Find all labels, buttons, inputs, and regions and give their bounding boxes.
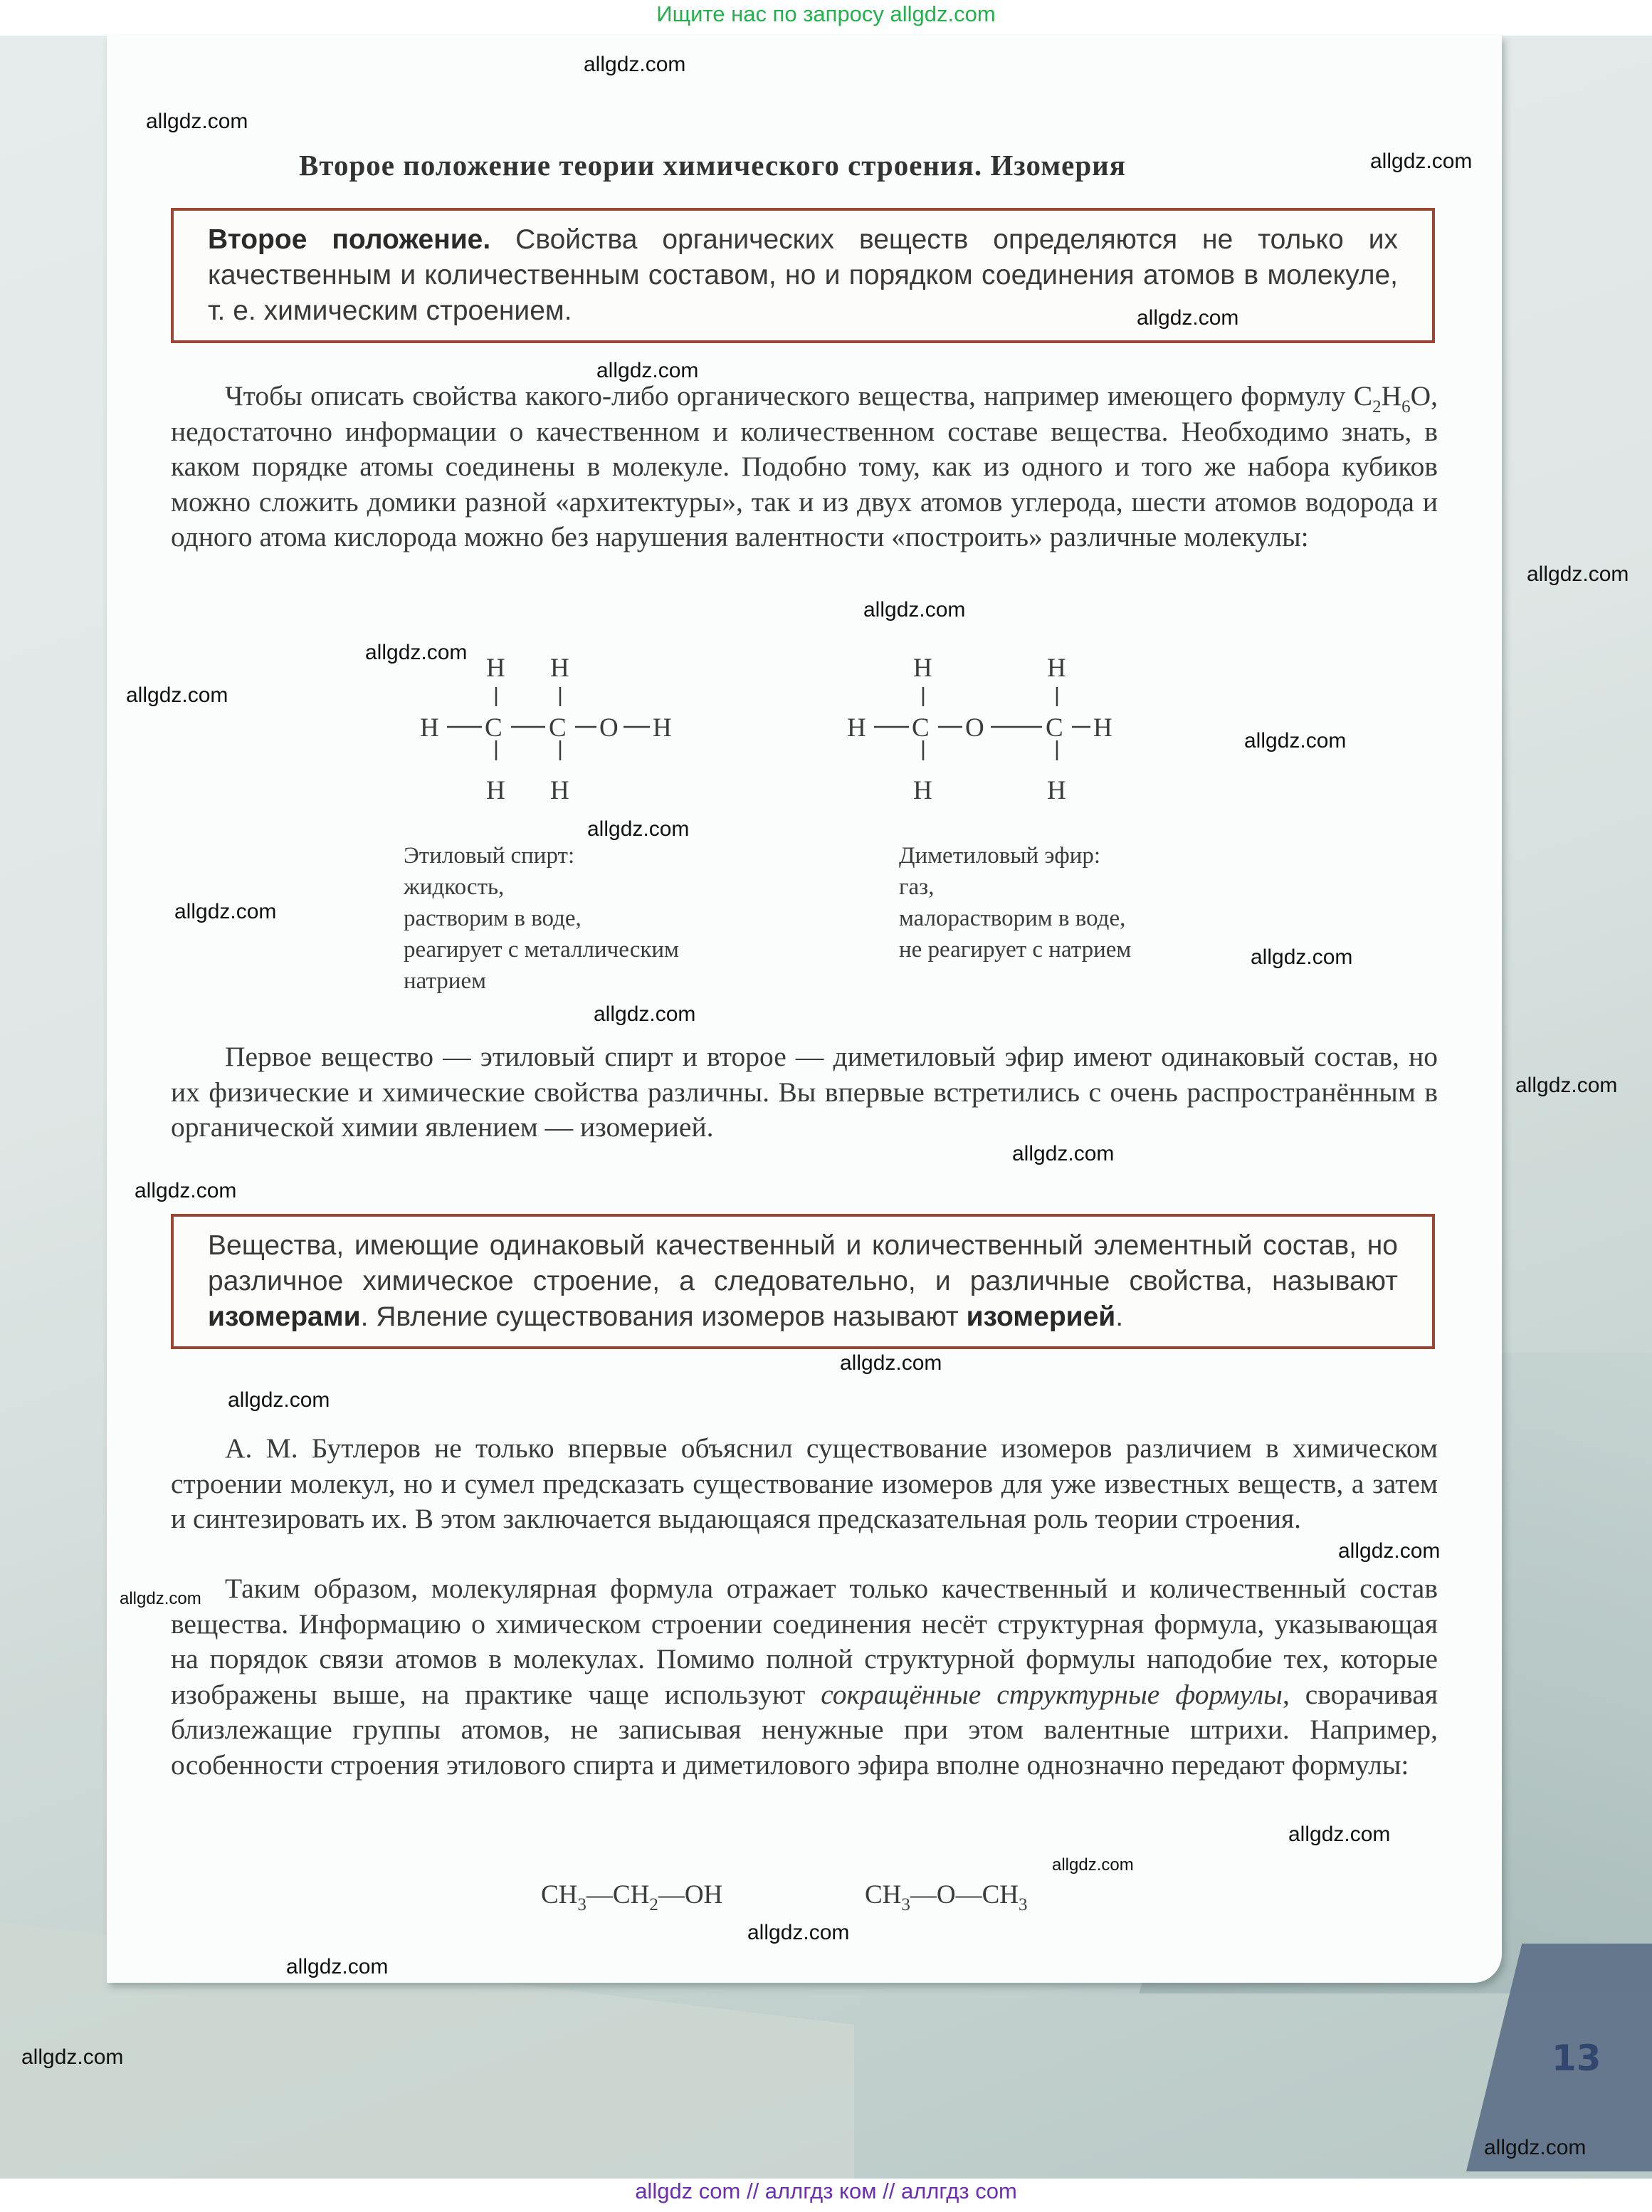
text-run: Таким образом, молекулярная формула отражает только качественный и количественный состав вещества. Информацию о химическом строении соединения несёт структурная формула, указывающая на порядок связи атомов в молекулах. Помимо полной структурной формулы наподобие тех, которые изображены выше, на практике чаще используют (171, 1573, 1438, 1710)
watermark: allgdz.com (126, 683, 228, 707)
subscript: 2 (1372, 397, 1382, 416)
atom-h: H (653, 713, 672, 743)
watermark: allgdz.com (1052, 1855, 1134, 1875)
atom-h: H (1047, 654, 1066, 683)
atom-h: H (550, 776, 569, 805)
atom-c: C (485, 713, 503, 743)
watermark: allgdz.com (1515, 1074, 1618, 1097)
atom-h: H (847, 713, 866, 743)
atom-c: C (549, 713, 567, 743)
atom-h: H (1093, 713, 1112, 743)
atom-h: H (486, 776, 505, 805)
watermark: allgdz.com (286, 1955, 389, 1978)
text-run: H (1381, 380, 1402, 412)
atom-h: H (550, 654, 569, 683)
dimethyl-ether-short-formula: $CH_3—O—CH_3$ (865, 1880, 1028, 1914)
watermark: allgdz.com (594, 1002, 696, 1026)
ethanol-structural-formula (413, 641, 726, 819)
paragraph-butlerov (171, 1431, 1438, 1537)
atom-h: H (1047, 776, 1066, 805)
paragraph-isomerism (171, 1039, 1438, 1146)
watermark: allgdz.com (587, 817, 690, 841)
watermark: allgdz.com (1251, 945, 1353, 969)
paragraph-intro (171, 379, 1438, 555)
watermark: allgdz.com (21, 2045, 124, 2069)
text-run: Первое вещество — этиловый спирт и второе — диметиловый эфир имеют одинаковый состав, но их физические и химические свойства различны. Вы впервые встретились с очень распространённым в органической химии явлением — изомерией. (171, 1041, 1438, 1143)
watermark: allgdz.com (174, 900, 277, 923)
bottom-banner[interactable]: allgdz com // аллгдз ком // аллгдз com (635, 2179, 1017, 2203)
watermark: allgdz.com (1288, 1823, 1391, 1846)
watermark: allgdz.com (135, 1179, 237, 1202)
term-isomerism: изомерией (966, 1301, 1116, 1332)
watermark: allgdz.com (146, 110, 248, 133)
watermark: allgdz.com (120, 1589, 201, 1608)
text-run: Вещества, имеющие одинаковый качественный и количественный элементный состав, но различное химическое строение, а следовательно, и различные свойства, называют (208, 1230, 1398, 1296)
definition-box-isomers (171, 1214, 1435, 1349)
text-run: Чтобы описать свойства какого-либо органического вещества, например имеющего формулу C (225, 380, 1373, 412)
ethanol-caption: Этиловый спирт: жидкость, растворим в воде, реагирует с металлическим натрием (404, 843, 679, 994)
atom-h: H (913, 776, 932, 805)
watermark: allgdz.com (1370, 150, 1473, 173)
watermark: allgdz.com (228, 1388, 330, 1412)
text-run: . Явление существования изомеров называют (360, 1301, 967, 1332)
atom-h: H (420, 713, 439, 743)
text-run: , сворачивая близлежащие группы атомов, не записывая ненужные при этом валентные штрихи. Например, особенности строения этилового спирта и диметилового эфира вполне однозначно передают формулы: (171, 1678, 1438, 1781)
text-run: O, недостаточно информации о качественном и количественном составе вещества. Необходимо знать, в каком порядке атомы соединены в молекуле. Подобно тому, как из одного и того же набора кубиков можно сложить домики разной «архитектуры», так и из двух атомов углерода, шести атомов водорода и одного атома кислорода можно без нарушения валентности «построить» различные молекулы: (171, 380, 1438, 552)
ethanol-short-formula: $CH_3—CH_2—OH$ (541, 1880, 723, 1914)
atom-h: H (486, 654, 505, 683)
text-run: А. М. Бутлеров не только впервые объяснил существование изомеров различием в химическом строении молекул, но и сумел предсказать существование изомеров для уже известных веществ, а затем и синтезировать их. В этом заключается выдающаяся предсказательная роль теории строения. (171, 1432, 1438, 1534)
watermark: allgdz.com (840, 1351, 942, 1375)
atom-o: O (965, 713, 984, 743)
atom-o: O (599, 713, 619, 743)
text-run: . (1115, 1301, 1124, 1332)
page-number: 13 (1552, 2038, 1601, 2079)
watermark: allgdz.com (596, 359, 699, 382)
watermark: allgdz.com (1484, 2136, 1587, 2159)
watermark: allgdz.com (1012, 1142, 1115, 1165)
watermark: allgdz.com (584, 53, 686, 76)
watermark: allgdz.com (1244, 729, 1347, 753)
paragraph-structural-formulas (171, 1571, 1438, 1783)
italic-term: сокращённые структурные формулы (821, 1678, 1283, 1710)
section-title: Второе положение теории химического строения. Изомерия (299, 149, 1126, 182)
top-banner[interactable]: Ищите нас по запросу allgdz.com (656, 1, 996, 26)
atom-c: C (912, 713, 930, 743)
atom-c: C (1046, 713, 1063, 743)
watermark: allgdz.com (747, 1921, 850, 1944)
definition-text: Свойства органических веществ определяются не только их качественным и количественным составом, но и порядком соединения атомов в молекуле, т. е. химическим строением. (208, 224, 1398, 326)
watermark: allgdz.com (365, 641, 468, 664)
watermark: allgdz.com (1338, 1539, 1441, 1563)
dimethyl-ether-caption: Диметиловый эфир: газ, малорастворим в воде, не реагирует с натрием (899, 843, 1132, 963)
term-isomers: изомерами (208, 1301, 361, 1332)
definition-term: Второе положение. (208, 224, 491, 255)
subscript: 6 (1401, 397, 1411, 416)
watermark: allgdz.com (1137, 306, 1239, 330)
watermark: allgdz.com (863, 598, 966, 622)
dimethyl-ether-structural-formula (840, 641, 1153, 819)
definition-box-second-position (171, 208, 1435, 343)
atom-h: H (913, 654, 932, 683)
watermark: allgdz.com (1527, 562, 1629, 586)
